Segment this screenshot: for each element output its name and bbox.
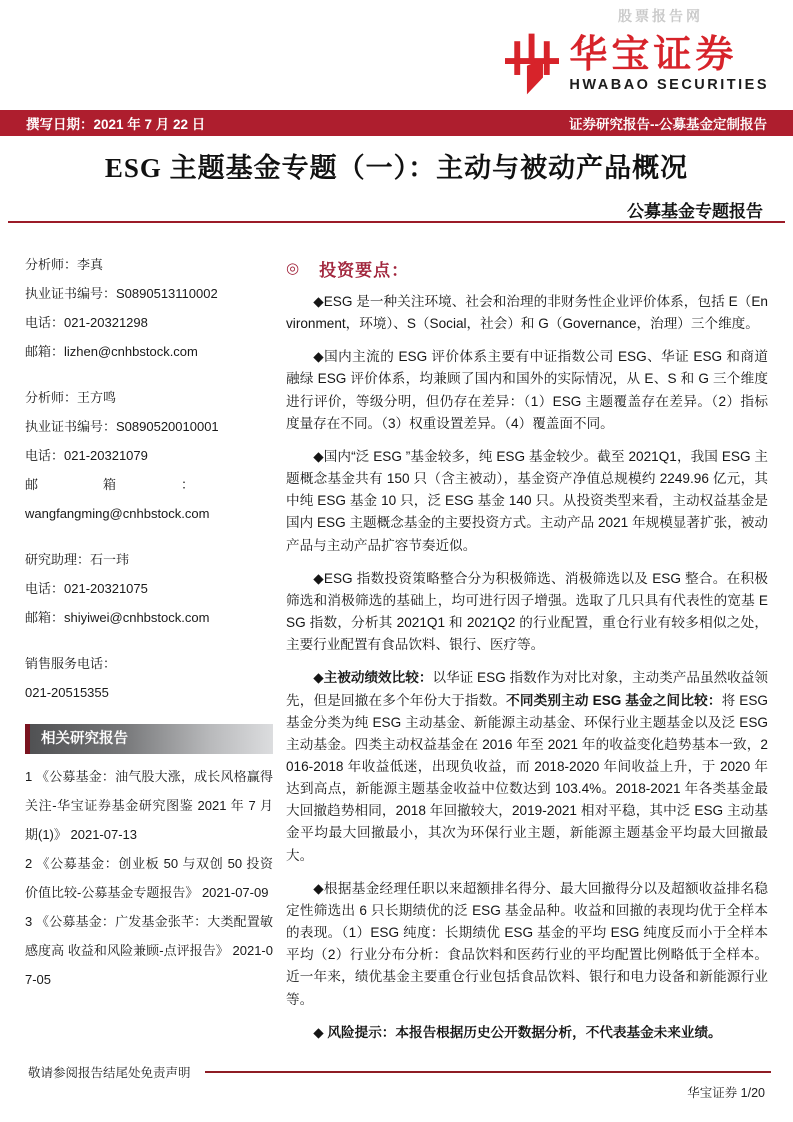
info-line: 电话：021-20321075: [25, 581, 148, 596]
logo-english-name: HWABAO SECURITIES: [569, 76, 769, 93]
highlights-header: [286, 256, 768, 281]
hwabao-logo-icon: [505, 33, 559, 95]
report-title: ESG 主题基金专题（一）：主动与被动产品概况: [104, 153, 689, 183]
highlight-paragraph: ◆ESG 指数投资策略整合分为积极筛选、消极筛选以及 ESG 整合。在积极筛选和消极筛选的基础上，均可进行因子增强。选取了几只具有代表性的宽基 ESG 指数，分析其 2021Q1 和 2021Q2 的行业配置，重仓行业有较多相似之处，主要行业配置有食品饮料、银行、医疗等。: [286, 570, 768, 653]
highlight-paragraph: ◆根据基金经理任职以来超额排名得分、最大回撤得分以及超额收益排名稳定性筛选出 6 只长期绩优的泛 ESG 基金品种。收益和回撤的表现均优于全样本的表现。（1）ESG 纯度：长期绩优 ESG 基金的平均 ESG 纯度反而小于全样本平均（2）行业分布分析：食品饮料和医药行业的平均配置比例略低于全样本。近一年来，绩优基金主要重仓行业包括食品饮料、银行和电力设备和新能源行业等。: [286, 880, 768, 1007]
report-item: 2 《公募基金：创业板 50 与双创 50 投资价值比较-公募基金专题报告》 2021-07-09: [25, 856, 273, 900]
info-line: 邮箱：lizhen@cnhbstock.com: [25, 344, 198, 359]
info-line: 研究助理：石一玮: [25, 552, 130, 567]
analyst-blocks: [25, 250, 273, 707]
investment-highlights: [286, 256, 768, 1055]
info-line: 销售服务电话：: [25, 656, 117, 671]
footer-divider: [205, 1071, 771, 1073]
title-divider: [8, 221, 785, 223]
logo-chinese-name: 华宝证券: [569, 33, 738, 76]
highlight-paragraph: ◆ 风险提示：本报告根据历史公开数据分析，不代表基金未来业绩。: [313, 1024, 722, 1040]
report-subtitle: 公募基金专题报告: [627, 202, 763, 221]
bullseye-icon: ◎: [286, 260, 300, 277]
analyst-block: [25, 545, 273, 632]
analyst-block: [25, 250, 273, 366]
report-date: 撰写日期：2021 年 7 月 22 日: [26, 117, 206, 132]
hwabao-logo: [505, 33, 769, 95]
highlight-paragraph: ◆主被动绩效比较：以华证 ESG 指数作为对比对象，主动类产品虽然收益领先，但是回撤在多个年份大于指数。不同类别主动 ESG 基金之间比较：将 ESG 基金分类为纯 ESG 主动基金、新能源主动基金、环保行业主题基金以及泛 ESG 主动基金。四类主动权益基金在 2016 年至 2021 年的收益变化趋势基本一致，2016-2018 年收益低迷，出现负收益，而 2018-2020 年间收益上升，于 2020 年达到高点，新能源主题基金收益中位数达到 103.4%。2018-2021 年各类基金最大回撤趋势相同，2018 年回撤较大，2019-2021 相对平稳，其中泛 ESG 主动基金平均最大回撤最小，其次为环保行业主题，新能源主题基金平均最大回撤最大。: [286, 670, 769, 863]
site-watermark: 股票报告网: [618, 8, 703, 24]
info-line: 邮箱：shiyiwei@cnhbstock.com: [25, 610, 210, 625]
analyst-block: [25, 649, 273, 707]
info-line: 电话：021-20321079: [25, 448, 148, 463]
info-line: 分析师：王方鸣: [25, 390, 117, 405]
left-sidebar: [25, 250, 273, 994]
analyst-block: [25, 383, 273, 528]
disclaimer-note: 敬请参阅报告结尾处免责声明: [28, 1066, 191, 1080]
info-line: 021-20515355: [25, 685, 109, 700]
info-line: 电话：021-20321298: [25, 315, 148, 330]
info-line: 执业证书编号：S0890520010001: [25, 419, 219, 434]
report-category: 证券研究报告--公募基金定制报告: [569, 117, 767, 132]
info-line: 邮 箱 ：: [25, 477, 195, 492]
report-item: 1 《公募基金：油气股大涨，成长风格赢得关注-华宝证券基金研究图鉴 2021 年 7 月期(1)》 2021-07-13: [25, 769, 273, 842]
highlight-paragraph: ◆国内主流的 ESG 评价体系主要有中证指数公司 ESG、华证 ESG 和商道融绿 ESG 评价体系，均兼顾了国内和国外的实际情况，从 E、S 和 G 三个维度进行评价，等级分明，但仍存在差异：（1）ESG 主题覆盖存在差异。（2）指标度量存在不同。（3）权重设置差异。（4）覆盖面不同。: [286, 349, 768, 431]
page-number: 华宝证券 1/20: [687, 1086, 765, 1100]
info-line: wangfangming@cnhbstock.com: [25, 506, 210, 521]
info-line: 执业证书编号：S0890513110002: [25, 286, 218, 301]
report-banner: [0, 110, 793, 136]
related-reports-header: 相关研究报告: [25, 724, 273, 754]
highlights-title: 投资要点：: [319, 261, 410, 280]
report-item: 3 《公募基金：广发基金张芊：大类配置敏感度高 收益和风险兼顾-点评报告》 2021-07-05: [25, 914, 273, 987]
info-line: 分析师：李真: [25, 257, 104, 272]
highlight-paragraph: ◆国内“泛 ESG ”基金较多，纯 ESG 基金较少。截至 2021Q1，我国 ESG 主题概念基金共有 150 只（含主被动），基金资产净值总规模约 2249.96 亿元，其中纯 ESG 基金 10 只，泛 ESG 基金 140 只。从投资类型来看，主动权益基金是国内 ESG 主题概念基金的主要投资方式。主动产品 2021 年规模显著扩张，被动产品与主动产品扩容节奏近似。: [286, 448, 768, 553]
related-report-list: [25, 762, 273, 994]
highlight-paragraphs: [286, 291, 768, 1044]
highlight-paragraph: ◆ESG 是一种关注环境、社会和治理的非财务性企业评价体系，包括 E（Environment，环境）、S（Social，社会）和 G（Governance，治理）三个维度。: [286, 294, 768, 332]
